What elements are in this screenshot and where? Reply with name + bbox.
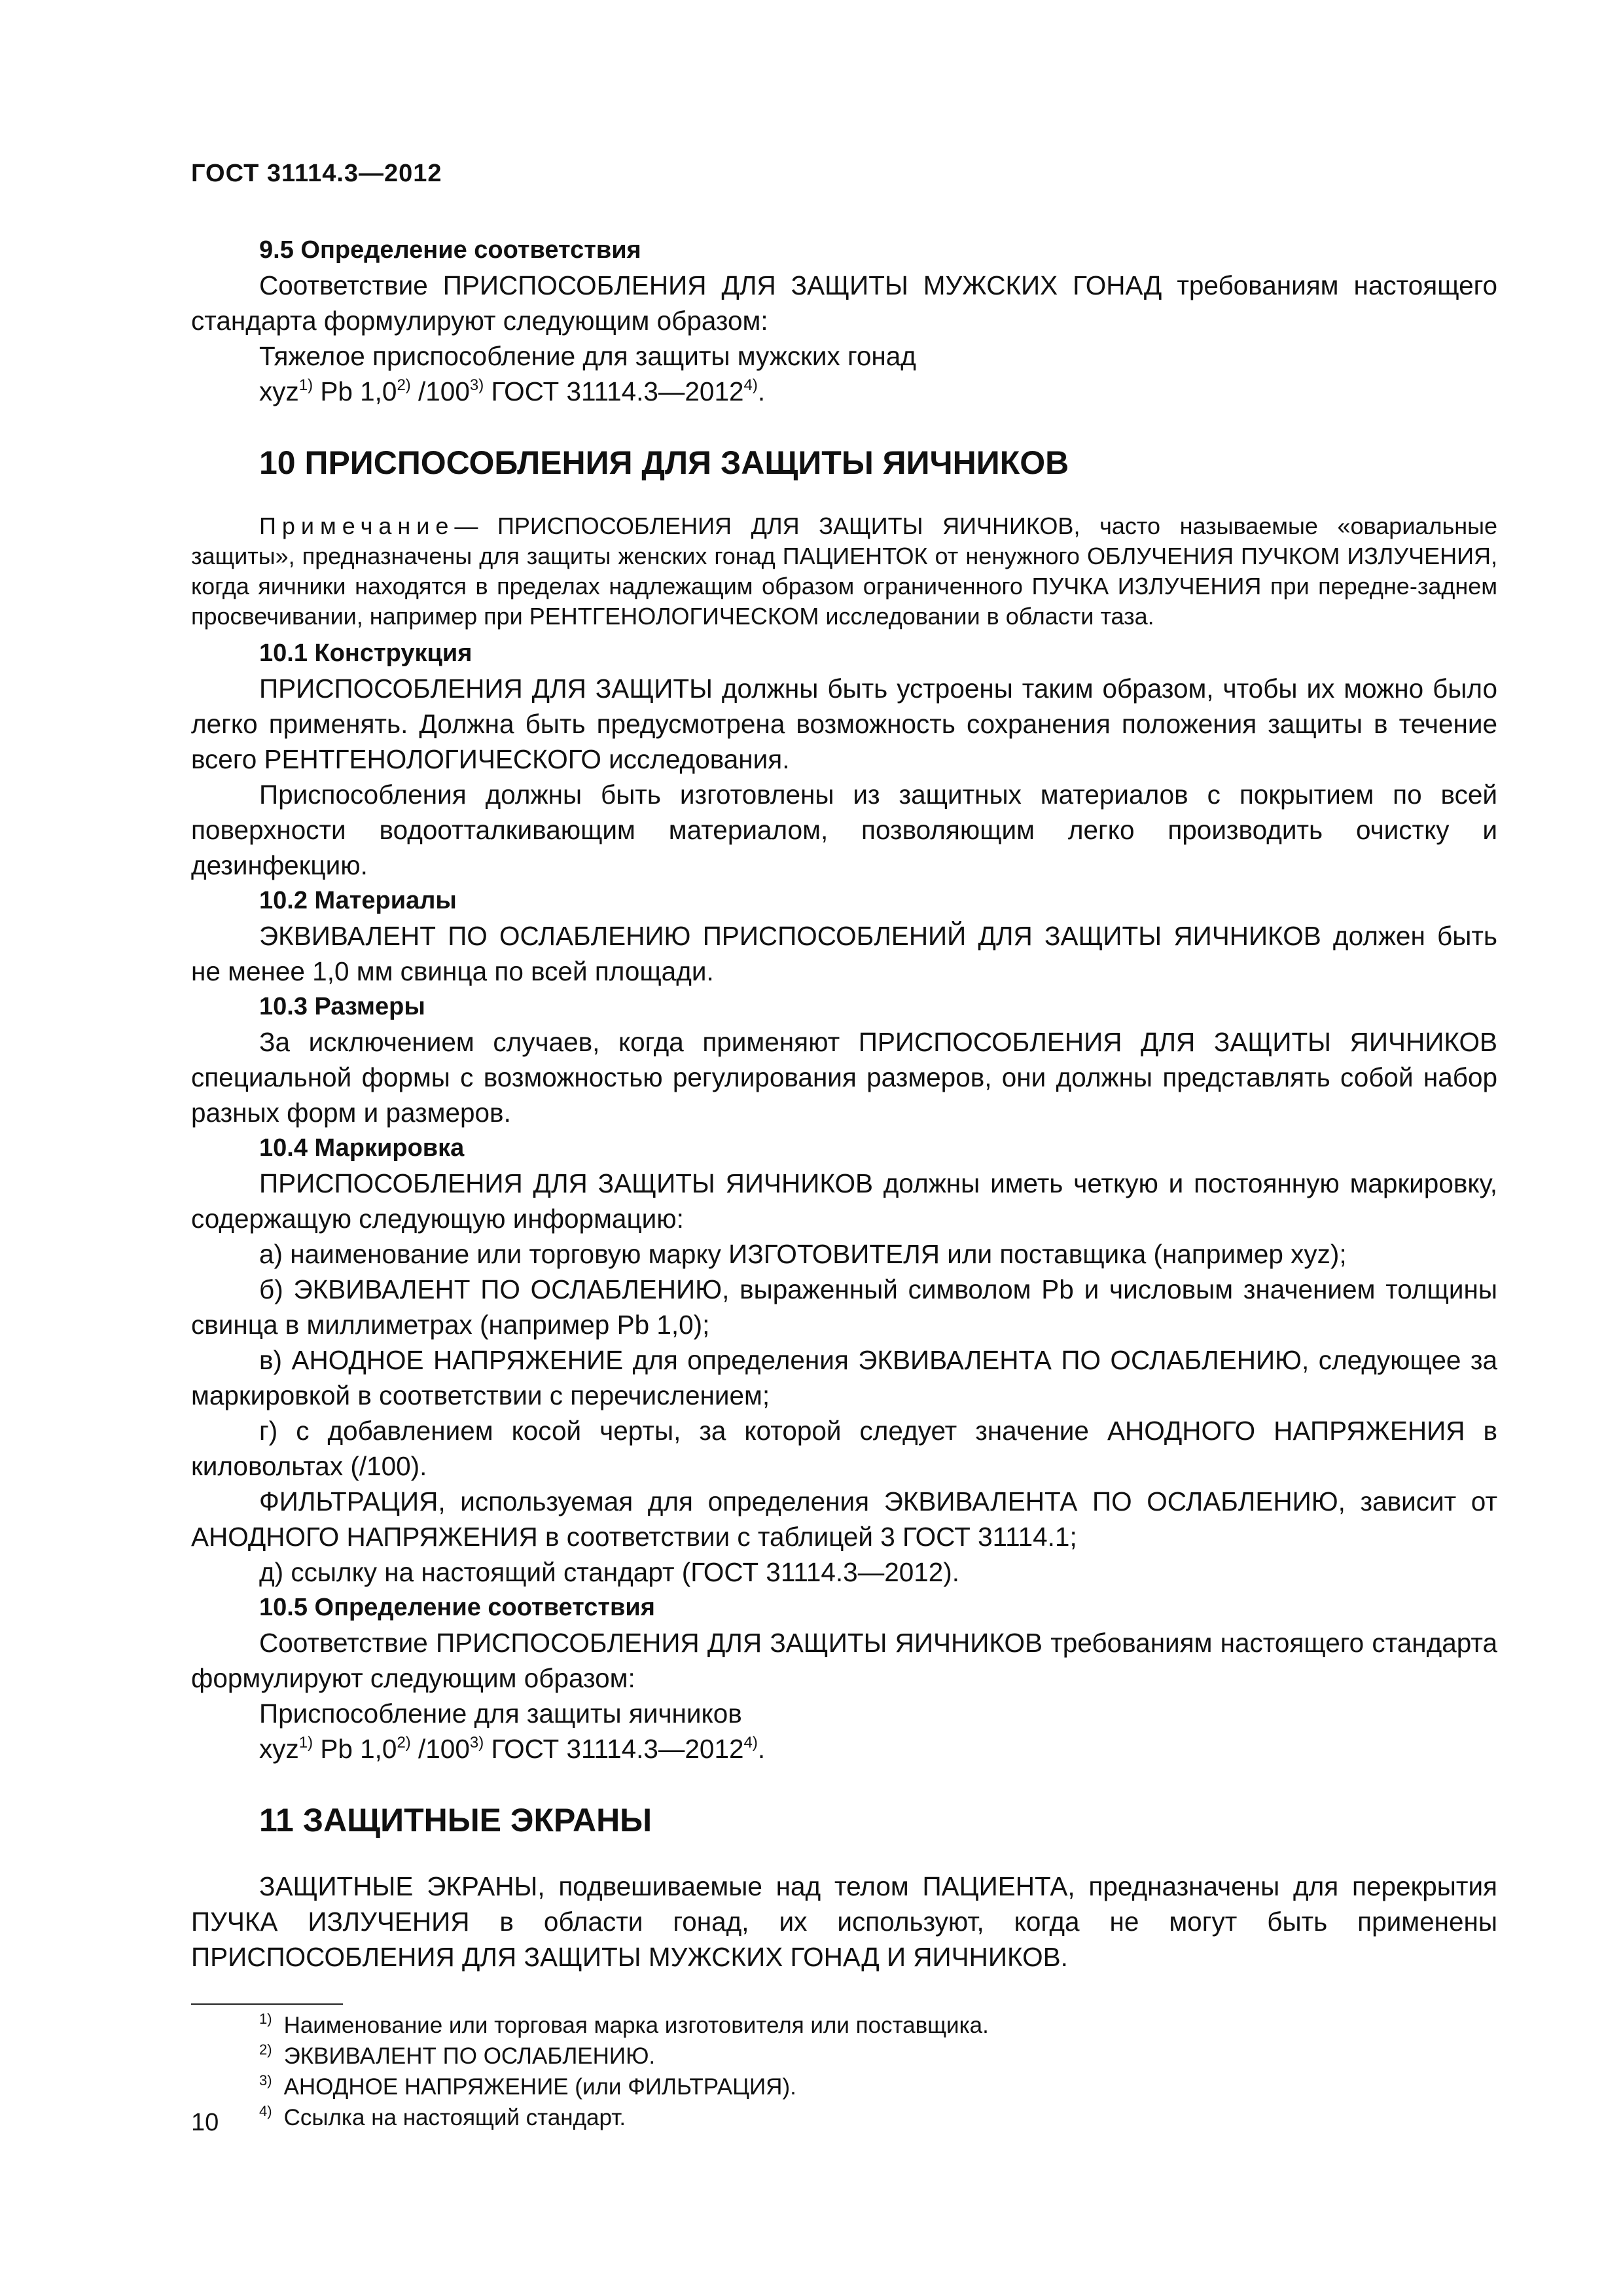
section-10-1-p2: Приспособления должны быть изготовлены из защитных материалов с покрытием по всей поверхности водоотталкивающим материалом, позволяющим легко производить очистку и дезинфекцию.	[191, 780, 1497, 880]
section-10-3-title: 10.3 Размеры	[259, 993, 425, 1020]
footnotes	[191, 2010, 1497, 2133]
footnote-3: $^{3)}$ АНОДНОЕ НАПРЯЖЕНИЕ (или ФИЛЬТРАЦИЯ).	[259, 2072, 796, 2100]
section-10-note: Примечание— ПРИСПОСОБЛЕНИЯ ДЛЯ ЗАЩИТЫ ЯИЧНИКОВ, часто называемые «овариальные защиты», предназначены для защиты женских гонад ПАЦИЕНТОК от ненужного ОБЛУЧЕНИЯ ПУЧКОМ ИЗЛУЧЕНИЯ, когда яичники находятся в пределах надлежащим образом ограниченного ПУЧКА ИЗЛУЧЕНИЯ при передне-заднем просвечивании, например при РЕНТГЕНОЛОГИЧЕСКОМ исследовании в области таза.	[191, 512, 1497, 630]
section-10-2-p1: ЭКВИВАЛЕНТ ПО ОСЛАБЛЕНИЮ ПРИСПОСОБЛЕНИЙ ДЛЯ ЗАЩИТЫ ЯИЧНИКОВ должен быть не менее 1,0 мм свинца по всей площади.	[191, 921, 1497, 986]
section-10-heading: 10 ПРИСПОСОБЛЕНИЯ ДЛЯ ЗАЩИТЫ ЯИЧНИКОВ	[259, 444, 1069, 481]
footnote-4: $^{4)}$ Ссылка на настоящий стандарт.	[259, 2103, 626, 2130]
section-11-heading: 11 ЗАЩИТНЫЕ ЭКРАНЫ	[259, 1802, 652, 1839]
section-10-5-example-line2: xyz$^{1)}$ Pb 1,0$^{2)}$ /100$^{3)}$ ГОСТ 31114.3—2012$^{4)}$.	[259, 1734, 766, 1764]
section-9-5-title: 9.5 Определение соответствия	[259, 236, 641, 264]
list-item-a: а) наименование или торговую марку ИЗГОТОВИТЕЛЯ или поставщика (например xyz);	[259, 1239, 1347, 1269]
section-10-3-p1: За исключением случаев, когда применяют ПРИСПОСОБЛЕНИЯ ДЛЯ ЗАЩИТЫ ЯИЧНИКОВ специальной формы с возможностью регулирования размеров, они должны представлять собой набор разных форм и размеров.	[191, 1027, 1497, 1128]
section-10-1-p1: ПРИСПОСОБЛЕНИЯ ДЛЯ ЗАЩИТЫ должны быть устроены таким образом, чтобы их можно было легко применять. Должна быть предусмотрена возможность сохранения положения защиты в течение всего РЕНТГЕНОЛОГИЧЕСКОГО исследования.	[191, 673, 1497, 774]
footnote-1: $^{1)}$ Наименование или торговая марка изготовителя или поставщика.	[259, 2011, 989, 2038]
section-9-5-body: Соответствие ПРИСПОСОБЛЕНИЯ ДЛЯ ЗАЩИТЫ МУЖСКИХ ГОНАД требованиям настоящего стандарта формулируют следующим образом:	[191, 270, 1497, 336]
section-9-5-example-line2: xyz$^{1)}$ Pb 1,0$^{2)}$ /100$^{3)}$ ГОСТ 31114.3—2012$^{4)}$.	[259, 376, 766, 406]
filtration-paragraph: ФИЛЬТРАЦИЯ, используемая для определения ЭКВИВАЛЕНТА ПО ОСЛАБЛЕНИЮ, зависит от АНОДНОГО НАПРЯЖЕНИЯ в соответствии с таблицей 3 ГОСТ 31114.1;	[191, 1486, 1497, 1552]
page-number: 10	[191, 2109, 219, 2136]
section-10-5-example-line1: Приспособление для защиты яичников	[259, 1698, 742, 1729]
section-10-5-body: Соответствие ПРИСПОСОБЛЕНИЯ ДЛЯ ЗАЩИТЫ ЯИЧНИКОВ требованиям настоящего стандарта формулируют следующим образом:	[191, 1628, 1497, 1693]
section-11-p1: ЗАЩИТНЫЕ ЭКРАНЫ, подвешиваемые над телом ПАЦИЕНТА, предназначены для перекрытия ПУЧКА ИЗЛУЧЕНИЯ в области гонад, их используют, когда не могут быть применены ПРИСПОСОБЛЕНИЯ ДЛЯ ЗАЩИТЫ МУЖСКИХ ГОНАД И ЯИЧНИКОВ.	[191, 1871, 1497, 1972]
list-item-d: г) с добавлением косой черты, за которой следует значение АНОДНОГО НАПРЯЖЕНИЯ в киловольтах (/100).	[191, 1416, 1497, 1481]
document-body	[191, 232, 1497, 2133]
section-10-2-title: 10.2 Материалы	[259, 887, 457, 914]
section-10-1-title: 10.1 Конструкция	[259, 639, 473, 667]
list-item-c: в) АНОДНОЕ НАПРЯЖЕНИЕ для определения ЭКВИВАЛЕНТА ПО ОСЛАБЛЕНИЮ, следующее за маркировкой в соответствии с перечислением;	[191, 1345, 1497, 1410]
list-item-b: б) ЭКВИВАЛЕНТ ПО ОСЛАБЛЕНИЮ, выраженный символом Pb и числовым значением толщины свинца в миллиметрах (например Pb 1,0);	[191, 1274, 1497, 1340]
section-10-4-p1: ПРИСПОСОБЛЕНИЯ ДЛЯ ЗАЩИТЫ ЯИЧНИКОВ должны иметь четкую и постоянную маркировку, содержащую следующую информацию:	[191, 1168, 1497, 1234]
list-item-e: д) ссылку на настоящий стандарт (ГОСТ 31114.3—2012).	[259, 1557, 960, 1587]
note-label: Примечание	[259, 512, 455, 539]
section-10-4-title: 10.4 Маркировка	[259, 1134, 465, 1162]
section-9-5-example-line1: Тяжелое приспособление для защиты мужских гонад	[259, 341, 916, 371]
document-header: ГОСТ 31114.3—2012	[191, 160, 442, 187]
section-10-5-title: 10.5 Определение соответствия	[259, 1594, 655, 1621]
footnote-2: $^{2)}$ ЭКВИВАЛЕНТ ПО ОСЛАБЛЕНИЮ.	[259, 2041, 656, 2069]
